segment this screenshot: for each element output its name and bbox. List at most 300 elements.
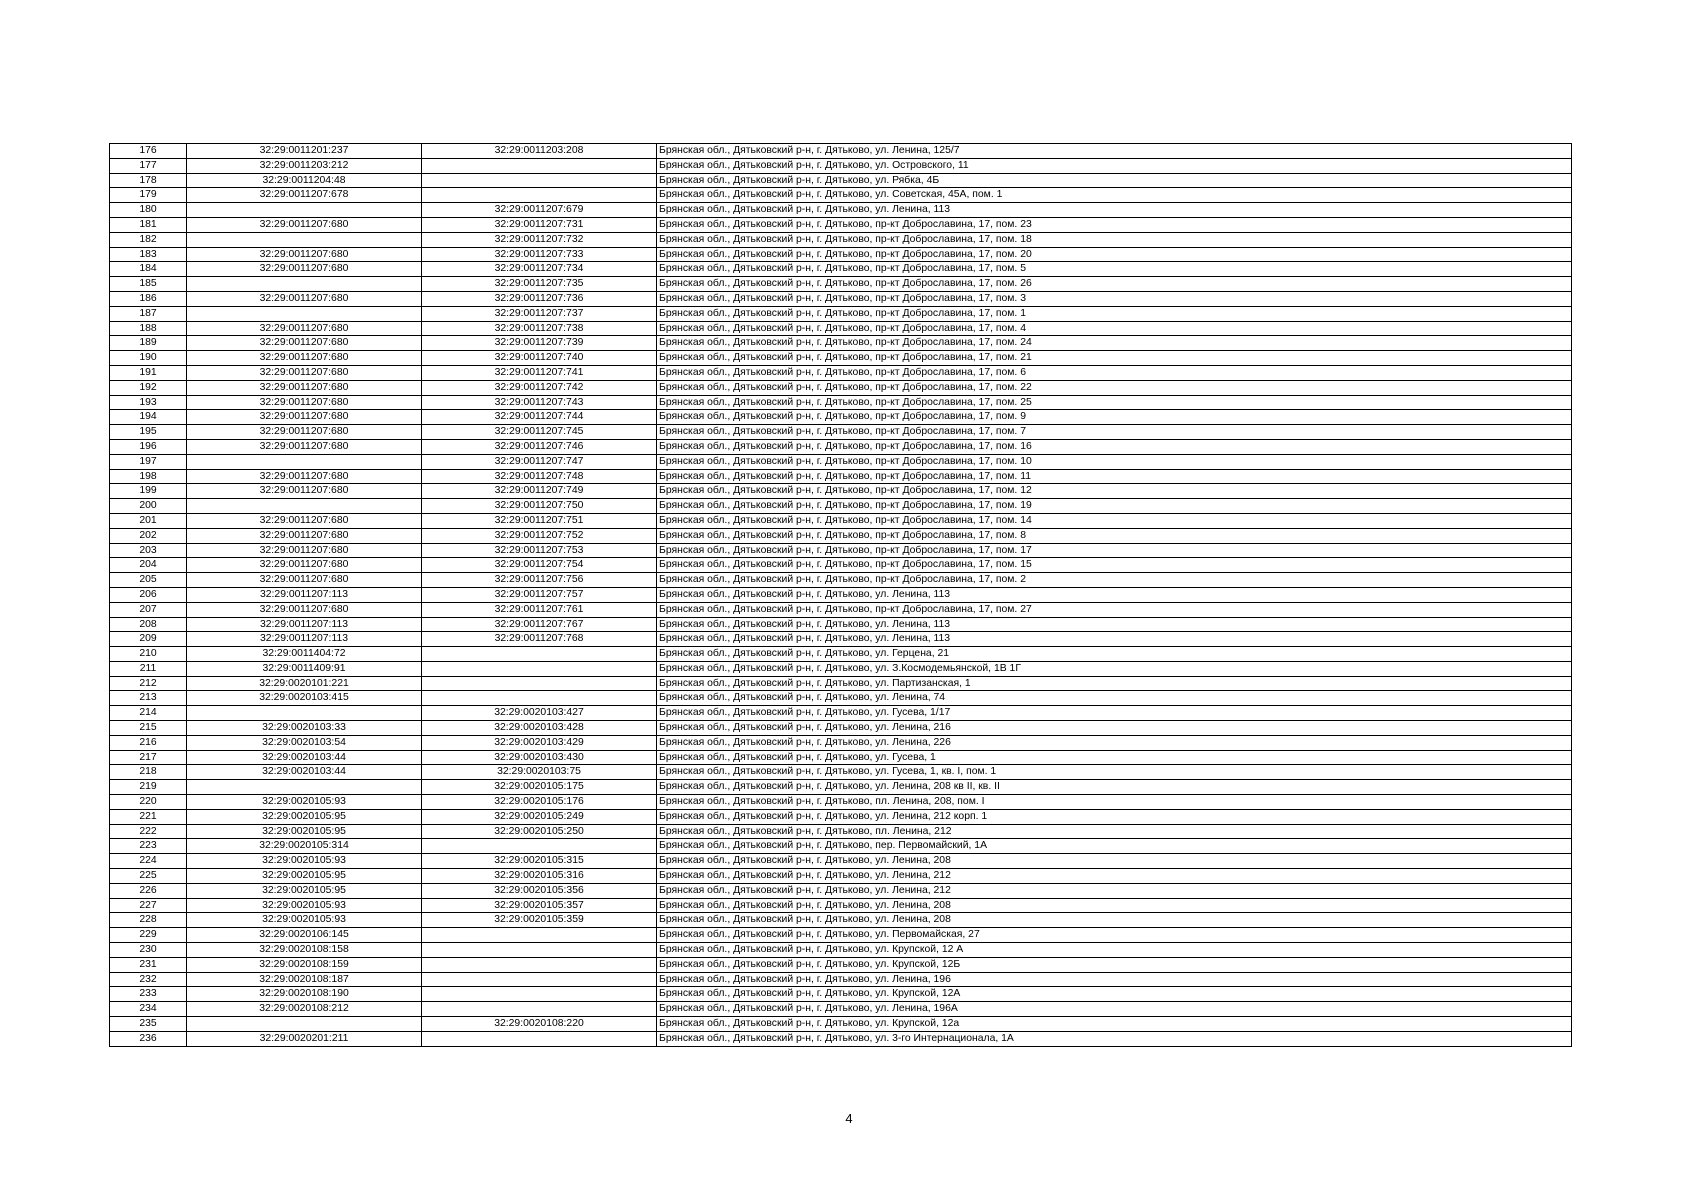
table-row bbox=[110, 943, 1572, 958]
address-cell: Брянская обл., Дятьковский р-н, г. Дятьково, пр-кт Доброславина, 17, пом. 10 bbox=[657, 454, 1572, 469]
cadastral-number-parcel-cell: 32:29:0011207:680 bbox=[187, 217, 422, 232]
address-cell: Брянская обл., Дятьковский р-н, г. Дятьково, ул. Ленина, 212 bbox=[657, 869, 1572, 884]
page-number: 4 bbox=[845, 1111, 853, 1126]
table-row bbox=[110, 188, 1572, 203]
cadastral-number-parcel-cell: 32:29:0011207:680 bbox=[187, 513, 422, 528]
cadastral-number-parcel-cell bbox=[187, 277, 422, 292]
address-cell: Брянская обл., Дятьковский р-н, г. Дятьково, ул. Ленина, 216 bbox=[657, 721, 1572, 736]
row-number-cell: 217 bbox=[110, 750, 187, 765]
cadastral-number-parcel-cell: 32:29:0020101:221 bbox=[187, 676, 422, 691]
cadastral-number-object-cell bbox=[422, 676, 657, 691]
table-row bbox=[110, 972, 1572, 987]
cadastral-number-object-cell: 32:29:0011207:750 bbox=[422, 499, 657, 514]
address-cell: Брянская обл., Дятьковский р-н, г. Дятьково, пр-кт Доброславина, 17, пом. 18 bbox=[657, 232, 1572, 247]
address-cell: Брянская обл., Дятьковский р-н, г. Дятьково, ул. Ленина, 208 bbox=[657, 913, 1572, 928]
table-row bbox=[110, 469, 1572, 484]
cadastral-number-parcel-cell: 32:29:0011207:680 bbox=[187, 262, 422, 277]
cadastral-number-object-cell: 32:29:0011207:752 bbox=[422, 528, 657, 543]
table-row bbox=[110, 691, 1572, 706]
address-cell: Брянская обл., Дятьковский р-н, г. Дятьково, ул. Гусева, 1 bbox=[657, 750, 1572, 765]
cadastral-number-object-cell: 32:29:0020105:316 bbox=[422, 869, 657, 884]
row-number-cell: 225 bbox=[110, 869, 187, 884]
cadastral-number-object-cell: 32:29:0011207:745 bbox=[422, 425, 657, 440]
table-row bbox=[110, 1031, 1572, 1046]
row-number-cell: 223 bbox=[110, 839, 187, 854]
cadastral-number-object-cell bbox=[422, 957, 657, 972]
address-cell: Брянская обл., Дятьковский р-н, г. Дятьково, пр-кт Доброславина, 17, пом. 3 bbox=[657, 291, 1572, 306]
table-row bbox=[110, 928, 1572, 943]
row-number-cell: 210 bbox=[110, 647, 187, 662]
table-row bbox=[110, 513, 1572, 528]
address-cell: Брянская обл., Дятьковский р-н, г. Дятьково, пр-кт Доброславина, 17, пом. 24 bbox=[657, 336, 1572, 351]
cadastral-number-parcel-cell bbox=[187, 780, 422, 795]
row-number-cell: 189 bbox=[110, 336, 187, 351]
cadastral-register-table bbox=[109, 143, 1572, 1047]
address-cell: Брянская обл., Дятьковский р-н, г. Дятьково, пр-кт Доброславина, 17, пом. 6 bbox=[657, 365, 1572, 380]
cadastral-number-parcel-cell bbox=[187, 203, 422, 218]
cadastral-number-object-cell: 32:29:0020108:220 bbox=[422, 1017, 657, 1032]
table-row bbox=[110, 883, 1572, 898]
cadastral-number-parcel-cell: 32:29:0020108:212 bbox=[187, 1002, 422, 1017]
row-number-cell: 196 bbox=[110, 439, 187, 454]
row-number-cell: 233 bbox=[110, 987, 187, 1002]
row-number-cell: 188 bbox=[110, 321, 187, 336]
cadastral-number-parcel-cell: 32:29:0020105:95 bbox=[187, 869, 422, 884]
address-cell: Брянская обл., Дятьковский р-н, г. Дятьково, пр-кт Доброславина, 17, пом. 7 bbox=[657, 425, 1572, 440]
cadastral-number-parcel-cell: 32:29:0011207:680 bbox=[187, 365, 422, 380]
address-cell: Брянская обл., Дятьковский р-н, г. Дятьково, пл. Ленина, 212 bbox=[657, 824, 1572, 839]
cadastral-number-parcel-cell: 32:29:0011207:680 bbox=[187, 351, 422, 366]
cadastral-number-parcel-cell: 32:29:0020105:95 bbox=[187, 883, 422, 898]
row-number-cell: 197 bbox=[110, 454, 187, 469]
table-row bbox=[110, 987, 1572, 1002]
table-row bbox=[110, 291, 1572, 306]
table-row bbox=[110, 735, 1572, 750]
cadastral-number-parcel-cell: 32:29:0011203:212 bbox=[187, 158, 422, 173]
table-row bbox=[110, 277, 1572, 292]
table-row bbox=[110, 336, 1572, 351]
cadastral-number-object-cell: 32:29:0011207:767 bbox=[422, 617, 657, 632]
cadastral-number-object-cell: 32:29:0011207:747 bbox=[422, 454, 657, 469]
cadastral-number-parcel-cell: 32:29:0020108:187 bbox=[187, 972, 422, 987]
address-cell: Брянская обл., Дятьковский р-н, г. Дятьково, ул. Советская, 45А, пом. 1 bbox=[657, 188, 1572, 203]
row-number-cell: 185 bbox=[110, 277, 187, 292]
cadastral-number-object-cell bbox=[422, 647, 657, 662]
cadastral-number-object-cell bbox=[422, 661, 657, 676]
address-cell: Брянская обл., Дятьковский р-н, г. Дятьково, пр-кт Доброславина, 17, пом. 4 bbox=[657, 321, 1572, 336]
row-number-cell: 200 bbox=[110, 499, 187, 514]
row-number-cell: 209 bbox=[110, 632, 187, 647]
cadastral-number-object-cell bbox=[422, 987, 657, 1002]
cadastral-number-parcel-cell: 32:29:0011207:113 bbox=[187, 632, 422, 647]
row-number-cell: 183 bbox=[110, 247, 187, 262]
cadastral-number-parcel-cell: 32:29:0011207:680 bbox=[187, 558, 422, 573]
cadastral-number-object-cell bbox=[422, 158, 657, 173]
table-row bbox=[110, 499, 1572, 514]
address-cell: Брянская обл., Дятьковский р-н, г. Дятьково, ул. Ленина, 74 bbox=[657, 691, 1572, 706]
address-cell: Брянская обл., Дятьковский р-н, г. Дятьково, пр-кт Доброславина, 17, пом. 19 bbox=[657, 499, 1572, 514]
table-row bbox=[110, 321, 1572, 336]
cadastral-number-object-cell bbox=[422, 1002, 657, 1017]
cadastral-number-object-cell: 32:29:0020105:315 bbox=[422, 854, 657, 869]
address-cell: Брянская обл., Дятьковский р-н, г. Дятьково, пр-кт Доброславина, 17, пом. 17 bbox=[657, 543, 1572, 558]
row-number-cell: 224 bbox=[110, 854, 187, 869]
row-number-cell: 228 bbox=[110, 913, 187, 928]
table-row bbox=[110, 854, 1572, 869]
cadastral-number-object-cell: 32:29:0020105:356 bbox=[422, 883, 657, 898]
row-number-cell: 231 bbox=[110, 957, 187, 972]
address-cell: Брянская обл., Дятьковский р-н, г. Дятьково, пр-кт Доброславина, 17, пом. 15 bbox=[657, 558, 1572, 573]
table-row bbox=[110, 780, 1572, 795]
cadastral-number-object-cell: 32:29:0020105:250 bbox=[422, 824, 657, 839]
cadastral-number-object-cell: 32:29:0020103:429 bbox=[422, 735, 657, 750]
address-cell: Брянская обл., Дятьковский р-н, г. Дятьково, ул. Ленина, 113 bbox=[657, 617, 1572, 632]
address-cell: Брянская обл., Дятьковский р-н, г. Дятьково, ул. Ленина, 212 корп. 1 bbox=[657, 809, 1572, 824]
address-cell: Брянская обл., Дятьковский р-н, г. Дятьково, пер. Первомайский, 1А bbox=[657, 839, 1572, 854]
table-row bbox=[110, 1002, 1572, 1017]
row-number-cell: 214 bbox=[110, 706, 187, 721]
row-number-cell: 207 bbox=[110, 602, 187, 617]
table-row bbox=[110, 247, 1572, 262]
row-number-cell: 187 bbox=[110, 306, 187, 321]
address-cell: Брянская обл., Дятьковский р-н, г. Дятьково, ул. Гусева, 1, кв. I, пом. 1 bbox=[657, 765, 1572, 780]
cadastral-number-parcel-cell: 32:29:0011207:680 bbox=[187, 410, 422, 425]
cadastral-number-object-cell: 32:29:0011207:746 bbox=[422, 439, 657, 454]
register-table-body bbox=[110, 144, 1572, 1047]
row-number-cell: 198 bbox=[110, 469, 187, 484]
address-cell: Брянская обл., Дятьковский р-н, г. Дятьково, пр-кт Доброславина, 17, пом. 5 bbox=[657, 262, 1572, 277]
row-number-cell: 178 bbox=[110, 173, 187, 188]
table-row bbox=[110, 602, 1572, 617]
cadastral-number-object-cell: 32:29:0020103:428 bbox=[422, 721, 657, 736]
address-cell: Брянская обл., Дятьковский р-н, г. Дятьково, пр-кт Доброславина, 17, пом. 26 bbox=[657, 277, 1572, 292]
table-row bbox=[110, 706, 1572, 721]
address-cell: Брянская обл., Дятьковский р-н, г. Дятьково, пр-кт Доброславина, 17, пом. 20 bbox=[657, 247, 1572, 262]
cadastral-number-object-cell bbox=[422, 972, 657, 987]
table-row bbox=[110, 484, 1572, 499]
cadastral-number-object-cell bbox=[422, 188, 657, 203]
cadastral-number-parcel-cell: 32:29:0020108:159 bbox=[187, 957, 422, 972]
cadastral-number-parcel-cell bbox=[187, 454, 422, 469]
table-row bbox=[110, 410, 1572, 425]
row-number-cell: 204 bbox=[110, 558, 187, 573]
cadastral-number-parcel-cell: 32:29:0011207:678 bbox=[187, 188, 422, 203]
cadastral-number-parcel-cell: 32:29:0020105:93 bbox=[187, 795, 422, 810]
cadastral-number-object-cell: 32:29:0011207:741 bbox=[422, 365, 657, 380]
address-cell: Брянская обл., Дятьковский р-н, г. Дятьково, ул. Рябка, 4Б bbox=[657, 173, 1572, 188]
table-row bbox=[110, 158, 1572, 173]
table-row bbox=[110, 809, 1572, 824]
row-number-cell: 177 bbox=[110, 158, 187, 173]
cadastral-number-object-cell: 32:29:0011207:734 bbox=[422, 262, 657, 277]
cadastral-number-parcel-cell: 32:29:0011207:680 bbox=[187, 469, 422, 484]
table-row bbox=[110, 144, 1572, 159]
cadastral-number-parcel-cell: 32:29:0011207:680 bbox=[187, 380, 422, 395]
cadastral-number-parcel-cell bbox=[187, 1017, 422, 1032]
cadastral-number-parcel-cell: 32:29:0011207:113 bbox=[187, 587, 422, 602]
table-row bbox=[110, 395, 1572, 410]
table-row bbox=[110, 425, 1572, 440]
cadastral-number-object-cell: 32:29:0011207:737 bbox=[422, 306, 657, 321]
table-row bbox=[110, 1017, 1572, 1032]
cadastral-number-object-cell: 32:29:0011207:744 bbox=[422, 410, 657, 425]
table-row bbox=[110, 587, 1572, 602]
cadastral-number-parcel-cell: 32:29:0020105:93 bbox=[187, 898, 422, 913]
row-number-cell: 215 bbox=[110, 721, 187, 736]
cadastral-number-parcel-cell: 32:29:0011207:113 bbox=[187, 617, 422, 632]
row-number-cell: 216 bbox=[110, 735, 187, 750]
cadastral-number-parcel-cell: 32:29:0011204:48 bbox=[187, 173, 422, 188]
cadastral-number-object-cell: 32:29:0011203:208 bbox=[422, 144, 657, 159]
cadastral-number-object-cell: 32:29:0020105:176 bbox=[422, 795, 657, 810]
row-number-cell: 236 bbox=[110, 1031, 187, 1046]
cadastral-number-parcel-cell: 32:29:0020103:44 bbox=[187, 765, 422, 780]
row-number-cell: 206 bbox=[110, 587, 187, 602]
cadastral-number-parcel-cell: 32:29:0020105:93 bbox=[187, 854, 422, 869]
cadastral-number-object-cell: 32:29:0011207:742 bbox=[422, 380, 657, 395]
row-number-cell: 226 bbox=[110, 883, 187, 898]
cadastral-number-object-cell: 32:29:0011207:679 bbox=[422, 203, 657, 218]
address-cell: Брянская обл., Дятьковский р-н, г. Дятьково, ул. Ленина, 196А bbox=[657, 1002, 1572, 1017]
address-cell: Брянская обл., Дятьковский р-н, г. Дятьково, ул. Герцена, 21 bbox=[657, 647, 1572, 662]
table-row bbox=[110, 869, 1572, 884]
cadastral-number-object-cell: 32:29:0011207:757 bbox=[422, 587, 657, 602]
row-number-cell: 205 bbox=[110, 573, 187, 588]
row-number-cell: 182 bbox=[110, 232, 187, 247]
cadastral-number-object-cell: 32:29:0011207:738 bbox=[422, 321, 657, 336]
cadastral-number-object-cell bbox=[422, 839, 657, 854]
table-row bbox=[110, 380, 1572, 395]
cadastral-number-parcel-cell: 32:29:0011409:91 bbox=[187, 661, 422, 676]
cadastral-number-object-cell: 32:29:0011207:754 bbox=[422, 558, 657, 573]
cadastral-number-object-cell: 32:29:0011207:732 bbox=[422, 232, 657, 247]
cadastral-number-object-cell: 32:29:0011207:731 bbox=[422, 217, 657, 232]
address-cell: Брянская обл., Дятьковский р-н, г. Дятьково, пр-кт Доброславина, 17, пом. 11 bbox=[657, 469, 1572, 484]
cadastral-number-parcel-cell: 32:29:0011207:680 bbox=[187, 573, 422, 588]
cadastral-number-object-cell bbox=[422, 691, 657, 706]
cadastral-number-parcel-cell: 32:29:0020108:158 bbox=[187, 943, 422, 958]
address-cell: Брянская обл., Дятьковский р-н, г. Дятьково, ул. Ленина, 113 bbox=[657, 632, 1572, 647]
row-number-cell: 199 bbox=[110, 484, 187, 499]
cadastral-number-object-cell: 32:29:0011207:761 bbox=[422, 602, 657, 617]
address-cell: Брянская обл., Дятьковский р-н, г. Дятьково, ул. Крупской, 12Б bbox=[657, 957, 1572, 972]
cadastral-number-object-cell: 32:29:0020105:357 bbox=[422, 898, 657, 913]
cadastral-number-parcel-cell bbox=[187, 306, 422, 321]
table-row bbox=[110, 676, 1572, 691]
table-row bbox=[110, 439, 1572, 454]
cadastral-number-parcel-cell bbox=[187, 706, 422, 721]
address-cell: Брянская обл., Дятьковский р-н, г. Дятьково, ул. Ленина, 226 bbox=[657, 735, 1572, 750]
address-cell: Брянская обл., Дятьковский р-н, г. Дятьково, ул. Крупской, 12 А bbox=[657, 943, 1572, 958]
table-row bbox=[110, 898, 1572, 913]
address-cell: Брянская обл., Дятьковский р-н, г. Дятьково, пр-кт Доброславина, 17, пом. 21 bbox=[657, 351, 1572, 366]
cadastral-number-parcel-cell: 32:29:0011207:680 bbox=[187, 439, 422, 454]
cadastral-number-parcel-cell: 32:29:0011207:680 bbox=[187, 395, 422, 410]
cadastral-number-parcel-cell: 32:29:0011207:680 bbox=[187, 425, 422, 440]
table-row bbox=[110, 232, 1572, 247]
row-number-cell: 184 bbox=[110, 262, 187, 277]
table-row bbox=[110, 617, 1572, 632]
cadastral-number-object-cell: 32:29:0011207:735 bbox=[422, 277, 657, 292]
address-cell: Брянская обл., Дятьковский р-н, г. Дятьково, пр-кт Доброславина, 17, пом. 12 bbox=[657, 484, 1572, 499]
address-cell: Брянская обл., Дятьковский р-н, г. Дятьково, пр-кт Доброславина, 17, пом. 2 bbox=[657, 573, 1572, 588]
table-row bbox=[110, 454, 1572, 469]
address-cell: Брянская обл., Дятьковский р-н, г. Дятьково, пр-кт Доброславина, 17, пом. 25 bbox=[657, 395, 1572, 410]
row-number-cell: 218 bbox=[110, 765, 187, 780]
cadastral-number-parcel-cell: 32:29:0011207:680 bbox=[187, 543, 422, 558]
address-cell: Брянская обл., Дятьковский р-н, г. Дятьково, ул. Ленина, 125/7 bbox=[657, 144, 1572, 159]
cadastral-number-object-cell: 32:29:0020103:430 bbox=[422, 750, 657, 765]
cadastral-number-object-cell bbox=[422, 928, 657, 943]
cadastral-number-parcel-cell: 32:29:0011404:72 bbox=[187, 647, 422, 662]
address-cell: Брянская обл., Дятьковский р-н, г. Дятьково, пл. Ленина, 208, пом. I bbox=[657, 795, 1572, 810]
row-number-cell: 176 bbox=[110, 144, 187, 159]
address-cell: Брянская обл., Дятьковский р-н, г. Дятьково, пр-кт Доброславина, 17, пом. 27 bbox=[657, 602, 1572, 617]
cadastral-number-object-cell: 32:29:0011207:753 bbox=[422, 543, 657, 558]
table-row bbox=[110, 573, 1572, 588]
row-number-cell: 194 bbox=[110, 410, 187, 425]
cadastral-number-parcel-cell: 32:29:0020106:145 bbox=[187, 928, 422, 943]
address-cell: Брянская обл., Дятьковский р-н, г. Дятьково, пр-кт Доброславина, 17, пом. 9 bbox=[657, 410, 1572, 425]
cadastral-number-parcel-cell: 32:29:0011207:680 bbox=[187, 321, 422, 336]
cadastral-number-object-cell: 32:29:0020105:359 bbox=[422, 913, 657, 928]
row-number-cell: 179 bbox=[110, 188, 187, 203]
cadastral-number-parcel-cell: 32:29:0020103:44 bbox=[187, 750, 422, 765]
row-number-cell: 181 bbox=[110, 217, 187, 232]
row-number-cell: 195 bbox=[110, 425, 187, 440]
cadastral-number-object-cell bbox=[422, 173, 657, 188]
row-number-cell: 180 bbox=[110, 203, 187, 218]
cadastral-number-parcel-cell: 32:29:0011207:680 bbox=[187, 291, 422, 306]
cadastral-number-object-cell: 32:29:0011207:736 bbox=[422, 291, 657, 306]
row-number-cell: 220 bbox=[110, 795, 187, 810]
address-cell: Брянская обл., Дятьковский р-н, г. Дятьково, пр-кт Доброславина, 17, пом. 1 bbox=[657, 306, 1572, 321]
table-row bbox=[110, 217, 1572, 232]
address-cell: Брянская обл., Дятьковский р-н, г. Дятьково, пр-кт Доброславина, 17, пом. 8 bbox=[657, 528, 1572, 543]
row-number-cell: 227 bbox=[110, 898, 187, 913]
cadastral-number-object-cell: 32:29:0020103:75 bbox=[422, 765, 657, 780]
address-cell: Брянская обл., Дятьковский р-н, г. Дятьково, ул. Крупской, 12а bbox=[657, 1017, 1572, 1032]
address-cell: Брянская обл., Дятьковский р-н, г. Дятьково, ул. Ленина, 212 bbox=[657, 883, 1572, 898]
cadastral-number-parcel-cell: 32:29:0020105:314 bbox=[187, 839, 422, 854]
table-row bbox=[110, 632, 1572, 647]
cadastral-number-object-cell: 32:29:0020105:249 bbox=[422, 809, 657, 824]
cadastral-number-parcel-cell: 32:29:0011207:680 bbox=[187, 247, 422, 262]
cadastral-number-object-cell: 32:29:0011207:743 bbox=[422, 395, 657, 410]
cadastral-number-parcel-cell bbox=[187, 499, 422, 514]
row-number-cell: 235 bbox=[110, 1017, 187, 1032]
cadastral-number-parcel-cell: 32:29:0020103:415 bbox=[187, 691, 422, 706]
table-row bbox=[110, 351, 1572, 366]
row-number-cell: 219 bbox=[110, 780, 187, 795]
table-row bbox=[110, 173, 1572, 188]
table-row bbox=[110, 365, 1572, 380]
address-cell: Брянская обл., Дятьковский р-н, г. Дятьково, ул. Ленина, 208 bbox=[657, 898, 1572, 913]
cadastral-number-parcel-cell: 32:29:0011201:237 bbox=[187, 144, 422, 159]
table-row bbox=[110, 839, 1572, 854]
row-number-cell: 192 bbox=[110, 380, 187, 395]
address-cell: Брянская обл., Дятьковский р-н, г. Дятьково, пр-кт Доброславина, 17, пом. 14 bbox=[657, 513, 1572, 528]
cadastral-number-object-cell: 32:29:0011207:748 bbox=[422, 469, 657, 484]
cadastral-number-object-cell: 32:29:0020103:427 bbox=[422, 706, 657, 721]
address-cell: Брянская обл., Дятьковский р-н, г. Дятьково, пр-кт Доброславина, 17, пом. 23 bbox=[657, 217, 1572, 232]
row-number-cell: 191 bbox=[110, 365, 187, 380]
row-number-cell: 213 bbox=[110, 691, 187, 706]
row-number-cell: 186 bbox=[110, 291, 187, 306]
row-number-cell: 193 bbox=[110, 395, 187, 410]
cadastral-number-parcel-cell: 32:29:0020105:93 bbox=[187, 913, 422, 928]
table-row bbox=[110, 661, 1572, 676]
row-number-cell: 232 bbox=[110, 972, 187, 987]
table-row bbox=[110, 543, 1572, 558]
table-row bbox=[110, 824, 1572, 839]
row-number-cell: 202 bbox=[110, 528, 187, 543]
table-row bbox=[110, 795, 1572, 810]
address-cell: Брянская обл., Дятьковский р-н, г. Дятьково, пр-кт Доброславина, 17, пом. 22 bbox=[657, 380, 1572, 395]
address-cell: Брянская обл., Дятьковский р-н, г. Дятьково, ул. 3-го Интернационала, 1А bbox=[657, 1031, 1572, 1046]
address-cell: Брянская обл., Дятьковский р-н, г. Дятьково, ул. Гусева, 1/17 bbox=[657, 706, 1572, 721]
cadastral-number-parcel-cell: 32:29:0020103:33 bbox=[187, 721, 422, 736]
address-cell: Брянская обл., Дятьковский р-н, г. Дятьково, пр-кт Доброславина, 17, пом. 16 bbox=[657, 439, 1572, 454]
table-row bbox=[110, 262, 1572, 277]
table-row bbox=[110, 203, 1572, 218]
cadastral-number-parcel-cell bbox=[187, 232, 422, 247]
table-row bbox=[110, 306, 1572, 321]
cadastral-number-object-cell bbox=[422, 943, 657, 958]
address-cell: Брянская обл., Дятьковский р-н, г. Дятьково, ул. Партизанская, 1 bbox=[657, 676, 1572, 691]
cadastral-number-parcel-cell: 32:29:0011207:680 bbox=[187, 484, 422, 499]
table-row bbox=[110, 558, 1572, 573]
table-row bbox=[110, 957, 1572, 972]
address-cell: Брянская обл., Дятьковский р-н, г. Дятьково, ул. Ленина, 196 bbox=[657, 972, 1572, 987]
cadastral-number-object-cell: 32:29:0011207:740 bbox=[422, 351, 657, 366]
cadastral-number-object-cell bbox=[422, 1031, 657, 1046]
row-number-cell: 230 bbox=[110, 943, 187, 958]
cadastral-number-object-cell: 32:29:0011207:768 bbox=[422, 632, 657, 647]
table-row bbox=[110, 721, 1572, 736]
cadastral-number-parcel-cell: 32:29:0011207:680 bbox=[187, 602, 422, 617]
cadastral-number-object-cell: 32:29:0011207:749 bbox=[422, 484, 657, 499]
address-cell: Брянская обл., Дятьковский р-н, г. Дятьково, ул. Ленина, 208 кв II, кв. II bbox=[657, 780, 1572, 795]
address-cell: Брянская обл., Дятьковский р-н, г. Дятьково, ул. Ленина, 113 bbox=[657, 203, 1572, 218]
cadastral-number-parcel-cell: 32:29:0020201:211 bbox=[187, 1031, 422, 1046]
row-number-cell: 229 bbox=[110, 928, 187, 943]
row-number-cell: 222 bbox=[110, 824, 187, 839]
address-cell: Брянская обл., Дятьковский р-н, г. Дятьково, ул. Первомайская, 27 bbox=[657, 928, 1572, 943]
cadastral-number-parcel-cell: 32:29:0020105:95 bbox=[187, 809, 422, 824]
row-number-cell: 234 bbox=[110, 1002, 187, 1017]
cadastral-number-parcel-cell: 32:29:0011207:680 bbox=[187, 528, 422, 543]
address-cell: Брянская обл., Дятьковский р-н, г. Дятьково, ул. Ленина, 113 bbox=[657, 587, 1572, 602]
row-number-cell: 203 bbox=[110, 543, 187, 558]
table-row bbox=[110, 913, 1572, 928]
cadastral-number-object-cell: 32:29:0011207:739 bbox=[422, 336, 657, 351]
cadastral-number-object-cell: 32:29:0011207:733 bbox=[422, 247, 657, 262]
cadastral-number-parcel-cell: 32:29:0011207:680 bbox=[187, 336, 422, 351]
cadastral-number-object-cell: 32:29:0011207:756 bbox=[422, 573, 657, 588]
address-cell: Брянская обл., Дятьковский р-н, г. Дятьково, ул. З.Космодемьянской, 1В 1Г bbox=[657, 661, 1572, 676]
cadastral-number-parcel-cell: 32:29:0020103:54 bbox=[187, 735, 422, 750]
address-cell: Брянская обл., Дятьковский р-н, г. Дятьково, ул. Крупской, 12А bbox=[657, 987, 1572, 1002]
table-row bbox=[110, 750, 1572, 765]
cadastral-number-object-cell: 32:29:0011207:751 bbox=[422, 513, 657, 528]
row-number-cell: 212 bbox=[110, 676, 187, 691]
cadastral-number-object-cell: 32:29:0020105:175 bbox=[422, 780, 657, 795]
address-cell: Брянская обл., Дятьковский р-н, г. Дятьково, ул. Островского, 11 bbox=[657, 158, 1572, 173]
table-row bbox=[110, 647, 1572, 662]
address-cell: Брянская обл., Дятьковский р-н, г. Дятьково, ул. Ленина, 208 bbox=[657, 854, 1572, 869]
row-number-cell: 190 bbox=[110, 351, 187, 366]
